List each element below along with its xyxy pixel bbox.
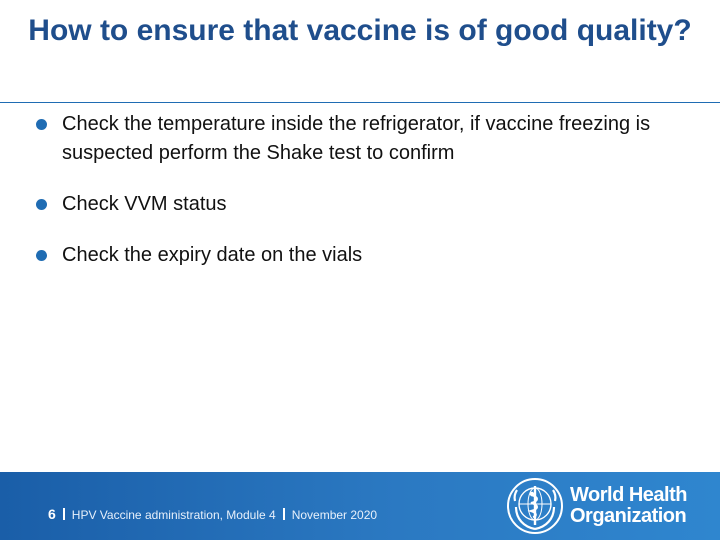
footer-info [48,506,377,523]
who-line-2: Organization [570,505,687,527]
bullet-item [36,241,686,270]
footer-date: November 2020 [291,508,378,522]
bullet-item [36,190,686,219]
bullet-text: Check VVM status [62,193,227,215]
who-line-1: World Health [570,484,687,506]
bullet-dot-icon [36,250,47,261]
bullet-text: Check the expiry date on the vials [62,244,363,266]
bullet-dot-icon [36,199,47,210]
footer-bar [0,472,720,540]
slide-title: How to ensure that vaccine is of good quality? [28,14,692,47]
who-logo [506,477,686,535]
footer-module: HPV Vaccine administration, Module 4 [71,508,276,522]
bullet-dot-icon [36,119,47,130]
bullet-item [36,110,686,168]
footer-separator [283,508,285,520]
title-divider [0,102,720,103]
who-wordmark [570,485,687,527]
bullet-list [36,110,686,292]
bullet-text: Check the temperature inside the refrigerator, if vaccine freezing is suspected perform the Shake test to confirm [62,113,651,164]
who-emblem-icon [506,477,564,535]
page-number: 6 [48,506,56,522]
footer-separator [63,508,65,520]
